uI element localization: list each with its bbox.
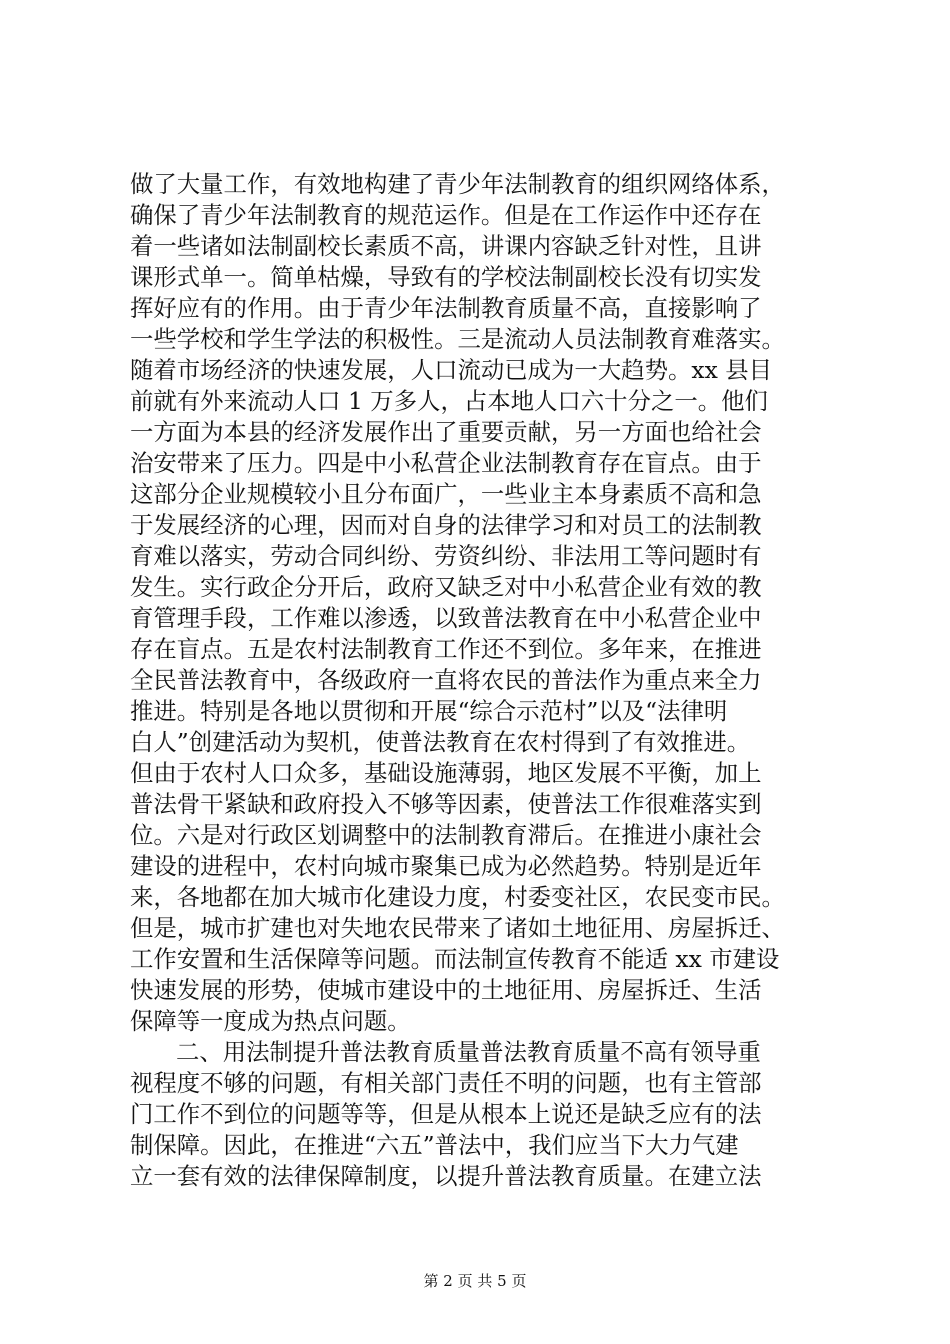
text-line: 门工作不到位的问题等等，但是从根本上说还是缺乏应有的法 bbox=[130, 1100, 762, 1128]
text-line: 位。六是对行政区划调整中的法制教育滞后。在推进小康社会 bbox=[130, 821, 762, 849]
text-line: 普法骨干紧缺和政府投入不够等因素，使普法工作很难落实到 bbox=[130, 790, 762, 818]
text-line: 着一些诸如法制副校长素质不高，讲课内容缺乏针对性，且讲 bbox=[130, 232, 762, 260]
text-line: 视程度不够的问题，有相关部门责任不明的问题，也有主管部 bbox=[130, 1069, 762, 1097]
text-line: 课形式单一。简单枯燥，导致有的学校法制副校长没有切实发 bbox=[130, 263, 762, 291]
text-line: 推进。特别是各地以贯彻和开展“综合示范村”以及“法律明 bbox=[130, 697, 728, 725]
text-line: 挥好应有的作用。由于青少年法制教育质量不高，直接影响了 bbox=[130, 294, 762, 322]
text-line: 一些学校和学生学法的积极性。三是流动人员法制教育难落实。 bbox=[130, 325, 785, 353]
text-line: 这部分企业规模较小且分布面广，一些业主本身素质不高和急 bbox=[130, 480, 762, 508]
document-body bbox=[130, 169, 830, 1192]
text-line: 存在盲点。五是农村法制教育工作还不到位。多年来，在推进 bbox=[130, 635, 762, 663]
text-line: 随着市场经济的快速发展，人口流动已成为一大趋势。xx 县目 bbox=[130, 356, 772, 384]
text-line: 治安带来了压力。四是中小私营企业法制教育存在盲点。由于 bbox=[130, 449, 762, 477]
text-line: 但由于农村人口众多，基础设施薄弱，地区发展不平衡，加上 bbox=[130, 759, 762, 787]
text-line: 但是，城市扩建也对失地农民带来了诸如土地征用、房屋拆迁、 bbox=[130, 914, 785, 942]
text-line: 工作安置和生活保障等问题。而法制宣传教育不能适 xx 市建设 bbox=[130, 945, 780, 973]
text-line: 快速发展的形势，使城市建设中的土地征用、房屋拆迁、生活 bbox=[130, 976, 762, 1004]
text-line: 二、用法制提升普法教育质量普法教育质量不高有领导重 bbox=[176, 1038, 761, 1066]
text-line: 确保了青少年法制教育的规范运作。但是在工作运作中还存在 bbox=[130, 201, 762, 229]
text-line: 育难以落实，劳动合同纠纷、劳资纠纷、非法用工等问题时有 bbox=[130, 542, 762, 570]
text-line: 一方面为本县的经济发展作出了重要贡献，另一方面也给社会 bbox=[130, 418, 762, 446]
page-footer: 第 2 页 共 5 页 bbox=[423, 1272, 527, 1290]
text-line: 于发展经济的心理，因而对自身的法律学习和对员工的法制教 bbox=[130, 511, 762, 539]
text-line: 前就有外来流动人口 1 万多人，占本地人口六十分之一。他们 bbox=[130, 387, 768, 415]
text-line: 发生。实行政企分开后，政府又缺乏对中小私营企业有效的教 bbox=[130, 573, 762, 601]
text-line: 保障等一度成为热点问题。 bbox=[130, 1007, 411, 1035]
text-line: 制保障。因此，在推进“六五”普法中，我们应当下大力气建 bbox=[130, 1131, 739, 1159]
text-line: 建设的进程中，农村向城市聚集已成为必然趋势。特别是近年 bbox=[130, 852, 762, 880]
text-line: 育管理手段，工作难以渗透，以致普法教育在中小私营企业中 bbox=[130, 604, 762, 632]
text-line: 来，各地都在加大城市化建设力度，村委变社区，农民变市民。 bbox=[130, 883, 785, 911]
text-line: 做了大量工作，有效地构建了青少年法制教育的组织网络体系， bbox=[130, 170, 785, 198]
text-line: 立一套有效的法律保障制度，以提升普法教育质量。在建立法 bbox=[130, 1162, 762, 1190]
text-line: 全民普法教育中，各级政府一直将农民的普法作为重点来全力 bbox=[130, 666, 762, 694]
text-line: 白人”创建活动为契机，使普法教育在农村得到了有效推进。 bbox=[130, 728, 751, 756]
